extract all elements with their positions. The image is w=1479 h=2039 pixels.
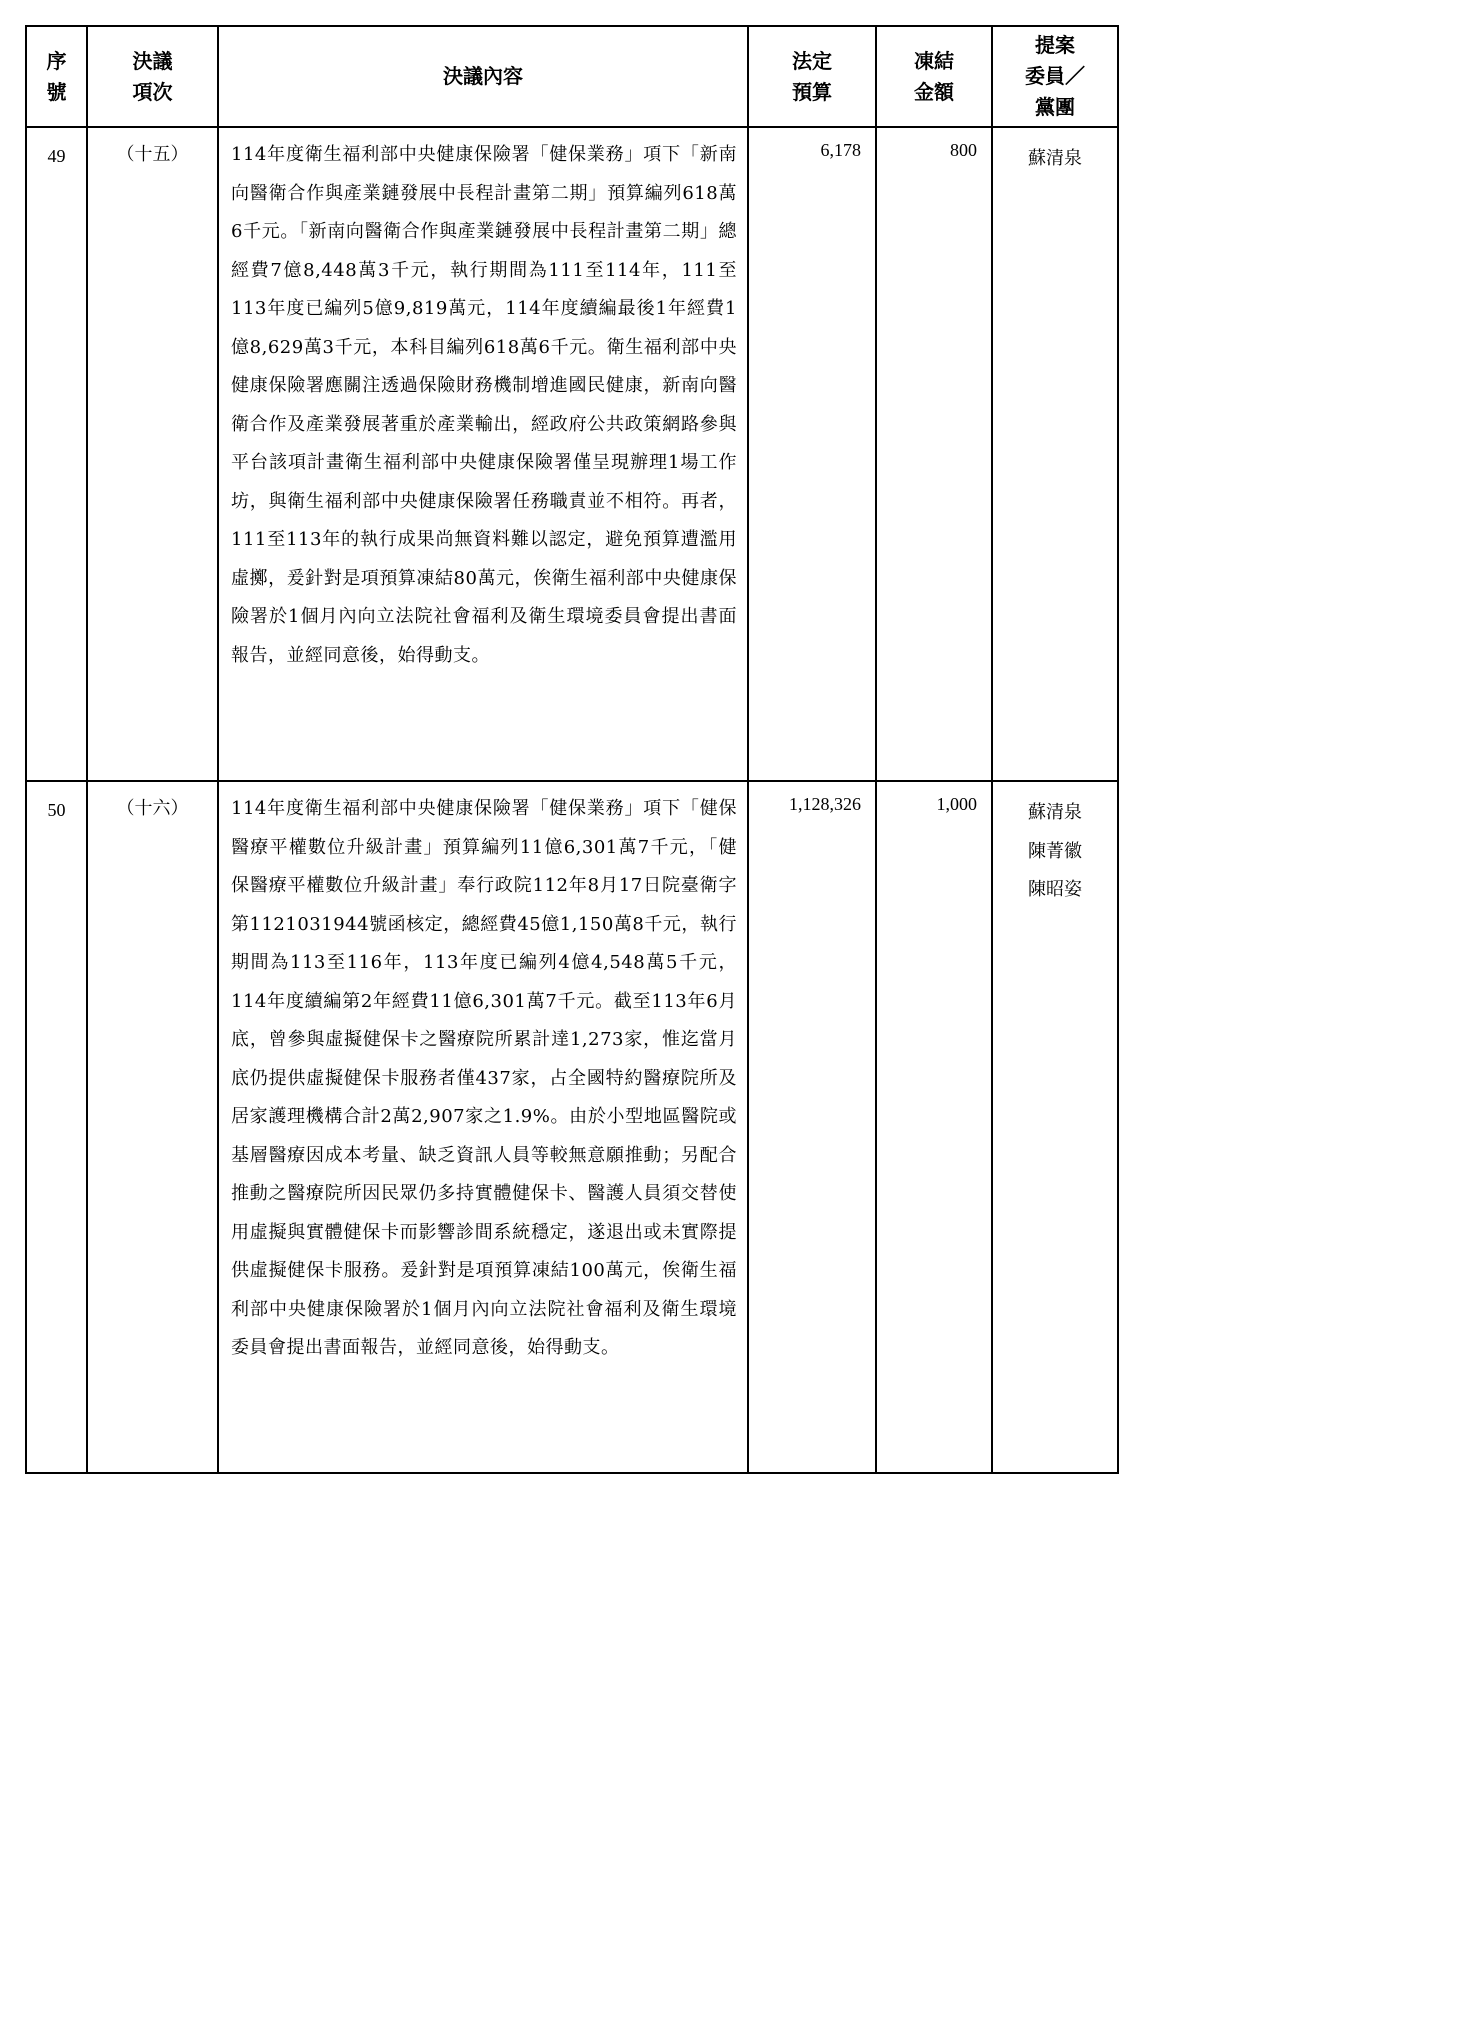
header-proposer-line-2: 委員／: [1025, 64, 1085, 88]
row-members: [992, 127, 1118, 781]
header-budget-line-2: 預算: [792, 79, 832, 104]
table-row: [26, 781, 1118, 1473]
member-name: 蘇清泉: [1028, 148, 1082, 169]
header-seq-line-2: 號: [46, 79, 67, 104]
row-seq: 50: [26, 781, 87, 1473]
resolution-table: [25, 25, 1119, 1474]
header-item-line-1: 決議: [132, 48, 173, 73]
header-proposer-line-1: 提案: [1035, 33, 1075, 57]
header-item-line-2: 項次: [132, 79, 173, 104]
row-frozen: 1,000: [876, 781, 992, 1473]
member-name: 陳昭姿: [1028, 879, 1082, 900]
row-frozen: 800: [876, 127, 992, 781]
member-name: 陳菁徽: [1028, 840, 1082, 862]
row-item: （十六）: [87, 781, 218, 1473]
row-item: （十五）: [87, 127, 218, 781]
header-seq: [26, 26, 87, 127]
header-frozen-line-1: 凍結: [914, 48, 954, 73]
header-content: [218, 26, 748, 127]
table-row: [26, 127, 1118, 781]
row-seq: 49: [26, 127, 87, 781]
header-content-label: 決議內容: [443, 64, 523, 88]
header-budget-line-1: 法定: [792, 48, 832, 73]
header-frozen: [876, 26, 992, 127]
row-content: 114年度衛生福利部中央健康保險署「健保業務」項下「新南向醫衛合作與產業鏈發展中長程計畫第二期」預算編列618萬6千元。「新南向醫衛合作與產業鏈發展中長程計畫第二期」總經費7億8,448萬3千元，執行期間為111至114年，111至113年度已編列5億9,819萬元，114年度續編最後1年經費1億8,629萬3千元，本科目編列618萬6千元。衛生福利部中央健康保險署應關注透過保險財務機制增進國民健康，新南向醫衛合作及產業發展著重於產業輸出，經政府公共政策網路參與平台該項計畫衛生福利部中央健康保險署僅呈現辦理1場工作坊，與衛生福利部中央健康保險署任務職責並不相符。再者，111至113年的執行成果尚無資料難以認定，避免預算遭濫用虛擲，爰針對是項預算凍結80萬元，俟衛生福利部中央健康保險署於1個月內向立法院社會福利及衛生環境委員會提出書面報告，並經同意後，始得動支。: [218, 127, 748, 781]
header-seq-line-1: 序: [46, 48, 67, 73]
row-budget: 1,128,326: [748, 781, 876, 1473]
row-members: [992, 781, 1118, 1473]
header-budget: [748, 26, 876, 127]
row-content: 114年度衛生福利部中央健康保險署「健保業務」項下「健保醫療平權數位升級計畫」預算編列11億6,301萬7千元，「健保醫療平權數位升級計畫」奉行政院112年8月17日院臺衛字第1121031944號函核定，總經費45億1,150萬8千元，執行期間為113至116年，113年度已編列4億4,548萬5千元，114年度續編第2年經費11億6,301萬7千元。截至113年6月底，曾參與虛擬健保卡之醫療院所累計達1,273家，惟迄當月底仍提供虛擬健保卡服務者僅437家，占全國特約醫療院所及居家護理機構合計2萬2,907家之1.9%。由於小型地區醫院或基層醫療因成本考量、缺乏資訊人員等較無意願推動；另配合推動之醫療院所因民眾仍多持實體健保卡、醫護人員須交替使用虛擬與實體健保卡而影響診間系統穩定，遂退出或未實際提供虛擬健保卡服務。爰針對是項預算凍結100萬元，俟衛生福利部中央健康保險署於1個月內向立法院社會福利及衛生環境委員會提出書面報告，並經同意後，始得動支。: [218, 781, 748, 1473]
header-proposer: [992, 26, 1118, 127]
header-frozen-line-2: 金額: [914, 79, 954, 104]
header-row: [26, 26, 1118, 127]
header-proposer-line-3: 黨團: [1035, 95, 1075, 119]
member-name: 蘇清泉: [1028, 802, 1082, 823]
row-budget: 6,178: [748, 127, 876, 781]
header-item: [87, 26, 218, 127]
